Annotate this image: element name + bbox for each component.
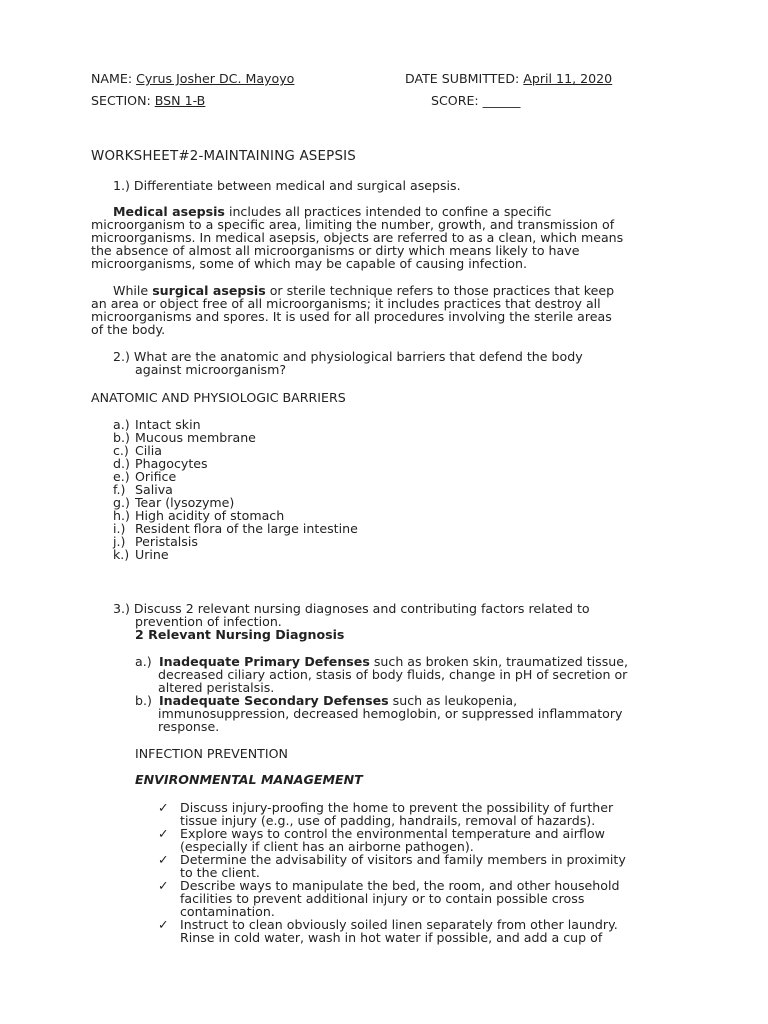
question-2-line1: 2.) What are the anatomic and physiological barriers that defend the body: [113, 349, 583, 364]
infection-prevention-heading: INFECTION PREVENTION: [135, 746, 288, 761]
section-value: BSN 1-B: [154, 93, 206, 108]
barriers-heading: ANATOMIC AND PHYSIOLOGIC BARRIERS: [91, 390, 346, 405]
section-field: [91, 94, 205, 107]
diagnosis-a-line: decreased ciliary action, stasis of body fluids, change in pH of secretion or: [158, 667, 628, 682]
score-value: ______: [482, 93, 521, 108]
medical-asepsis-line1: Medical asepsis includes all practices intended to confine a specific: [113, 204, 552, 219]
medical-asepsis-line: microorganisms, some of which may be capable of causing infection.: [91, 256, 527, 271]
worksheet-title: WORKSHEET#2-MAINTAINING ASEPSIS: [91, 149, 356, 164]
list-item: e.) Orifice: [113, 469, 177, 484]
list-item: c.) Cilia: [113, 443, 163, 458]
checkmark-icon: ✓: [158, 800, 169, 815]
surgical-asepsis-term: surgical asepsis: [152, 283, 266, 298]
medical-asepsis-line: microorganism to a specific area, limiting the number, growth, and transmission of: [91, 217, 615, 232]
list-item: i.) Resident flora of the large intestine: [113, 521, 358, 536]
section-label: SECTION:: [91, 93, 155, 108]
date-field: [405, 72, 612, 85]
medical-asepsis-term: Medical asepsis: [113, 204, 225, 219]
name-value: Cyrus Josher DC. Mayoyo: [136, 71, 295, 86]
name-label: NAME:: [91, 71, 137, 86]
medical-asepsis-line: the absence of almost all microorganisms or dirty which means likely to have: [91, 243, 580, 258]
list-item: b.) Mucous membrane: [113, 430, 256, 445]
diagnosis-a-term: Inadequate Primary Defenses: [159, 654, 370, 669]
list-item: g.) Tear (lysozyme): [113, 495, 235, 510]
question-1: 1.) Differentiate between medical and surgical asepsis.: [113, 178, 461, 193]
surgical-asepsis-line: of the body.: [91, 322, 166, 337]
date-value: April 11, 2020: [523, 71, 613, 86]
checkmark-icon: ✓: [158, 917, 169, 932]
surgical-asepsis-line: microorganisms and spores. It is used for all procedures involving the sterile areas: [91, 309, 612, 324]
list-item: a.) Intact skin: [113, 417, 201, 432]
list-item: f.) Saliva: [113, 482, 173, 497]
diagnosis-a-line1: a.) Inadequate Primary Defenses such as broken skin, traumatized tissue,: [135, 654, 628, 669]
date-label: DATE SUBMITTED:: [405, 71, 524, 86]
environmental-management-heading: ENVIRONMENTAL MANAGEMENT: [135, 772, 363, 787]
list-item: d.) Phagocytes: [113, 456, 208, 471]
list-item: j.) Peristalsis: [113, 534, 198, 549]
list-item: h.) High acidity of stomach: [113, 508, 285, 523]
diagnosis-b-line1: b.) Inadequate Secondary Defenses such as leukopenia,: [135, 693, 518, 708]
checkmark-icon: ✓: [158, 826, 169, 841]
checkmark-icon: ✓: [158, 878, 169, 893]
diagnosis-b-term: Inadequate Secondary Defenses: [159, 693, 389, 708]
name-field: [91, 72, 294, 85]
checkmark-icon: ✓: [158, 852, 169, 867]
question-3-line1: 3.) Discuss 2 relevant nursing diagnoses and contributing factors related to: [113, 601, 590, 616]
question-2-line2: against microorganism?: [135, 362, 287, 377]
document-page: NAME: Cyrus Josher DC. Mayoyo DATE SUBMITTED: April 11, 2020 SECTION: BSN 1-B SCORE: ______ WORKSHEET#2-MAINTAINING ASEPSIS 1.) Differentiate between medical and surgical asepsis. Medical asepsis includes all practices intended to confine a specific microorganism to a specific area, limiting the number, growth, and transmission of microorganisms. In medical asepsis, objects are referred to as a clean, which means the absence of almost all microorganisms or dirty which means likely to have microorganisms, some of which may be capable of causing infection. While surgical asepsis or sterile technique refers to those practices that keep an area or object free of all microorganisms; it includes practices that destroy all microorganisms and spores. It is used for all procedures involving the sterile areas of the body. 2.) What are the anatomic and physiological barriers that defend the body against microorganism? ANATOMIC AND PHYSIOLOGIC BARRIERS a.) Intact skin b.) Mucous membrane c.) Cilia d.) Phagocytes e.) Orifice f.) Saliva g.) Tear (lysozyme) h.) High acidity of stomach i.) Resident flora of the large intestine j.) Peristalsis k.) Urine 3.) Discuss 2 relevant nursing diagnoses and contributing factors related to prevention of infection. 2 Relevant Nursing Diagnosis a.) Inadequate Primary Defenses such as broken skin, traumatized tissue, decreased ciliary action, stasis of body fluids, change in pH of secretion or altered peristalsis. b.) Inadequate Secondary Defenses such as leukopenia, immunosuppression, decreased hemoglobin, or suppressed inflammatory response. INFECTION PREVENTION ENVIRONMENTAL MANAGEMENT ✓ Discuss injury-proofing the home to prevent the possibility of further tissue injury (e.g., use of padding, handrails, removal of hazards). ✓ Explore ways to control the environmental temperature and airflow (especially if client has an airborne pathogen). ✓ Determine the advisability of visitors and family members in proximity to the client. ✓ Describe ways to manipulate the bed, the room, and other household facilities to prevent additional injury or to contain possible cross contamination. ✓ Instruct to clean obviously soiled linen separately from other laundry. Rinse in cold water, wash in hot water if possible, and add a cup of: [91, 71, 628, 945]
score-field: [431, 94, 520, 107]
medical-asepsis-line: microorganisms. In medical asepsis, objects are referred to as a clean, which means: [91, 230, 624, 245]
nursing-diagnosis-subheading: 2 Relevant Nursing Diagnosis: [135, 627, 345, 642]
list-item: k.) Urine: [113, 547, 169, 562]
diagnosis-a-line: altered peristalsis.: [158, 680, 275, 695]
score-label: SCORE:: [431, 93, 483, 108]
surgical-asepsis-line: an area or object free of all microorganisms; it includes practices that destroy all: [91, 296, 601, 311]
diagnosis-b-line: response.: [158, 719, 220, 734]
question-3-line2: prevention of infection.: [135, 614, 282, 629]
diagnosis-b-line: immunosuppression, decreased hemoglobin, or suppressed inflammatory: [158, 706, 623, 721]
surgical-asepsis-line1: While surgical asepsis or sterile technique refers to those practices that keep: [113, 283, 615, 298]
